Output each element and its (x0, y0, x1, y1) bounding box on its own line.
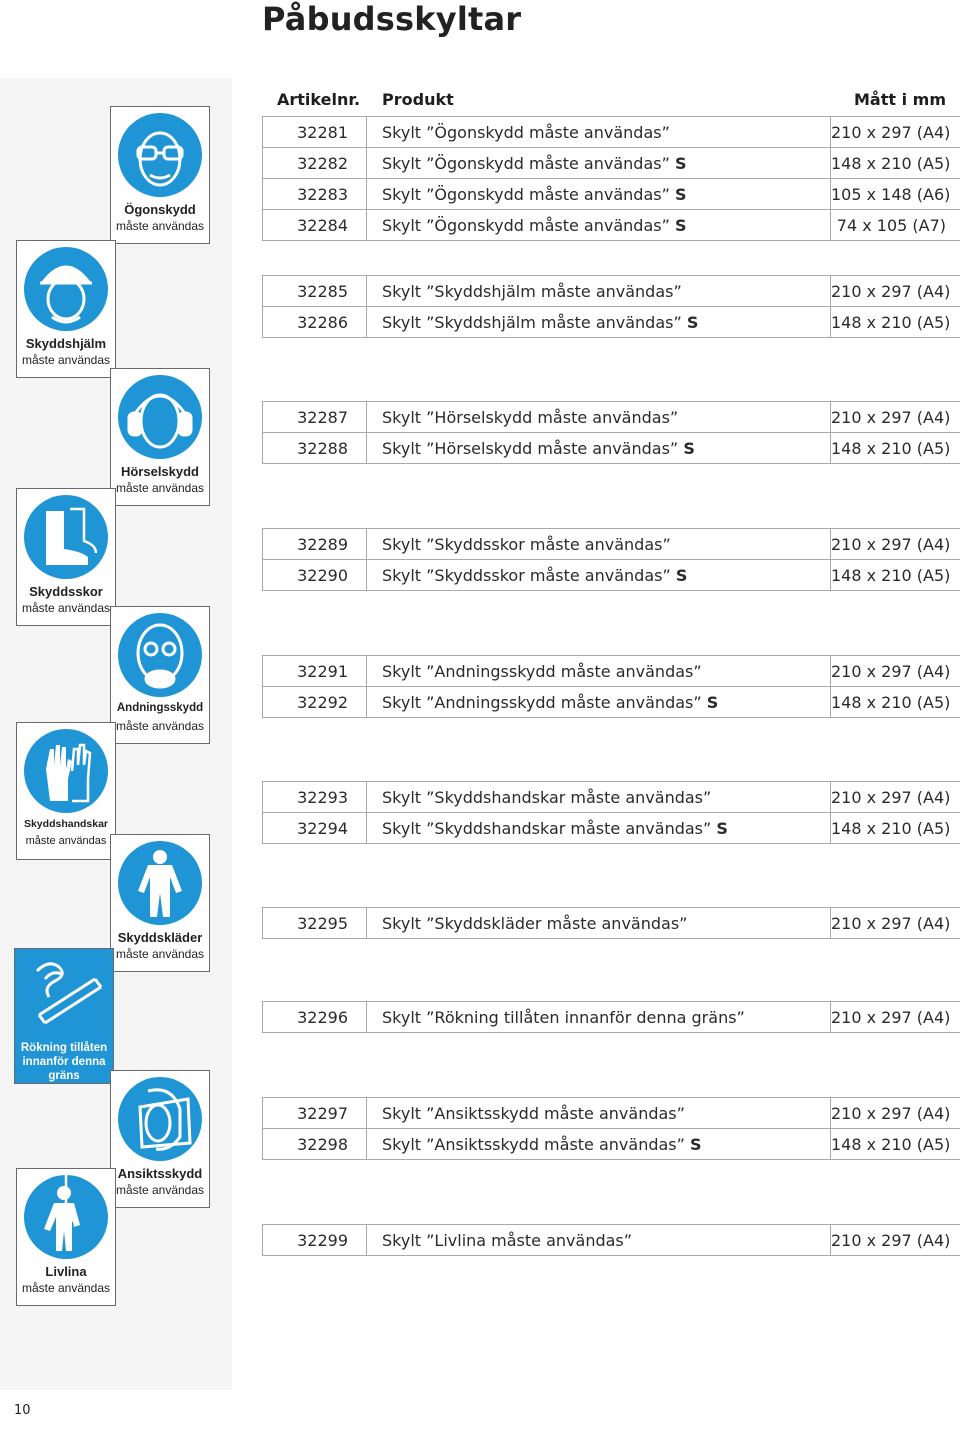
article-number: 32286 (263, 307, 367, 338)
product-table-helmet (262, 275, 960, 338)
table-row (263, 1098, 960, 1129)
sign-subtitle: måste användas (115, 947, 205, 961)
cigarette-icon (19, 953, 109, 1033)
product-name (367, 117, 831, 148)
size-variant-marker: S (686, 312, 699, 332)
article-number: 32281 (263, 117, 367, 148)
sign-eye-protection (110, 106, 210, 244)
table-row (263, 908, 960, 939)
dimensions: 148 x 210 (A5) (831, 560, 960, 591)
sign-title: Skyddsskor (29, 584, 103, 599)
article-number: 32295 (263, 908, 367, 939)
article-number: 32284 (263, 210, 367, 241)
sign-title: Skyddshandskar (23, 818, 109, 830)
product-name-text: Skylt ”Skyddshjälm måste användas” (382, 312, 682, 332)
sign-subtitle: måste användas (25, 835, 107, 847)
product-table-breath (262, 655, 960, 718)
size-variant-marker: S (716, 818, 728, 838)
sign-subtitle: måste användas (21, 1281, 111, 1295)
coverall-icon (118, 841, 202, 925)
product-name (367, 1098, 831, 1129)
table-row (263, 433, 960, 464)
product-name-text: Skylt ”Rökning tillåten innanför denna gräns” (382, 1007, 745, 1027)
size-variant-marker: S (690, 1134, 702, 1154)
sign-ear-protection (110, 368, 210, 506)
article-number: 32298 (263, 1129, 367, 1160)
table-row (263, 1225, 960, 1256)
sign-title: Skyddshjälm (25, 336, 107, 351)
table-row (263, 148, 960, 179)
product-name (367, 687, 831, 718)
article-number: 32296 (263, 1002, 367, 1033)
dimensions: 210 x 297 (A4) (831, 1002, 960, 1033)
page-number: 10 (14, 1403, 31, 1418)
table-row (263, 687, 960, 718)
dimensions: 210 x 297 (A4) (831, 117, 960, 148)
product-name (367, 276, 831, 307)
dimensions: 148 x 210 (A5) (831, 307, 960, 338)
page-title: Påbudsskyltar (262, 0, 522, 38)
sign-subtitle: måste användas (115, 1183, 205, 1197)
dimensions: 210 x 297 (A4) (831, 1098, 960, 1129)
helmet-icon (24, 247, 108, 331)
dimensions: 210 x 297 (A4) (831, 908, 960, 939)
table-row (263, 782, 960, 813)
dimensions: 210 x 297 (A4) (831, 1225, 960, 1256)
sign-smoking-allowed (14, 948, 114, 1084)
safety-shoe-icon (24, 495, 108, 579)
product-name (367, 560, 831, 591)
table-row (263, 1129, 960, 1160)
table-row (263, 210, 960, 241)
article-number: 32282 (263, 148, 367, 179)
size-variant-marker: S (675, 565, 688, 585)
product-name-text: Skylt ”Ögonskydd måste användas” (382, 153, 670, 173)
article-number: 32288 (263, 433, 367, 464)
product-table-smoking (262, 1001, 960, 1033)
table-row (263, 813, 960, 844)
product-name (367, 179, 831, 210)
dimensions: 210 x 297 (A4) (831, 656, 960, 687)
table-row (263, 656, 960, 687)
sign-title: Andningsskydd (116, 702, 204, 714)
article-number: 32294 (263, 813, 367, 844)
dimensions: 148 x 210 (A5) (831, 813, 960, 844)
table-row (263, 402, 960, 433)
article-number: 32292 (263, 687, 367, 718)
product-name (367, 307, 831, 338)
table-row (263, 117, 960, 148)
dimensions: 210 x 297 (A4) (831, 276, 960, 307)
product-name (367, 148, 831, 179)
product-name-text: Skylt ”Skyddsskor måste användas” (382, 534, 671, 554)
smoking-sign-text: Rökning tillåten innanför denna gräns (20, 1042, 108, 1082)
size-variant-marker: S (706, 692, 719, 712)
column-header-article: Artikelnr. (277, 90, 361, 109)
product-name-text: Skylt ”Hörselskydd måste användas” (382, 407, 679, 427)
product-table-clothes (262, 907, 960, 939)
product-name-text: Skylt ”Skyddskläder måste användas” (382, 913, 688, 933)
table-row (263, 1002, 960, 1033)
product-name-text: Skylt ”Skyddshandskar måste användas” (382, 787, 712, 807)
sign-safety-shoes (16, 488, 116, 626)
product-name (367, 1129, 831, 1160)
dimensions: 148 x 210 (A5) (831, 433, 960, 464)
column-header-size: Mått i mm (854, 90, 946, 109)
size-variant-marker: S (674, 153, 687, 173)
table-row (263, 560, 960, 591)
product-name (367, 1225, 831, 1256)
eye-protection-icon (118, 113, 202, 197)
article-number: 32291 (263, 656, 367, 687)
dimensions: 210 x 297 (A4) (831, 529, 960, 560)
size-variant-marker: S (683, 438, 695, 458)
product-name (367, 908, 831, 939)
gloves-icon (24, 729, 108, 813)
size-variant-marker: S (674, 184, 687, 204)
product-name-text: Skylt ”Andningsskydd måste användas” (382, 692, 702, 712)
product-name-text: Skylt ”Skyddshandskar måste användas” (382, 818, 712, 838)
sign-lifeline (16, 1168, 116, 1306)
product-name-text: Skylt ”Ansiktsskydd måste användas” (382, 1103, 685, 1123)
column-header-product: Produkt (382, 90, 454, 109)
sign-subtitle: måste användas (115, 481, 205, 495)
sign-title: Hörselskydd (120, 464, 200, 479)
product-name (367, 529, 831, 560)
ear-protection-icon (118, 375, 202, 459)
article-number: 32283 (263, 179, 367, 210)
article-number: 32289 (263, 529, 367, 560)
table-row (263, 276, 960, 307)
product-table-ear (262, 401, 960, 464)
product-name (367, 782, 831, 813)
sign-protective-gloves (16, 722, 116, 860)
table-row (263, 529, 960, 560)
product-name (367, 1002, 831, 1033)
product-table-shoe (262, 528, 960, 591)
product-name (367, 433, 831, 464)
sign-helmet (16, 240, 116, 378)
sign-subtitle: måste användas (21, 353, 111, 367)
lifeline-harness-icon (24, 1175, 108, 1259)
sign-title: Ögonskydd (124, 202, 196, 217)
sign-title: Ansiktsskydd (117, 1166, 203, 1181)
product-name (367, 402, 831, 433)
dimensions: 210 x 297 (A4) (831, 402, 960, 433)
sign-subtitle: måste användas (115, 219, 205, 233)
product-name-text: Skylt ”Skyddshjälm måste användas” (382, 281, 682, 301)
product-name-text: Skylt ”Skyddsskor måste användas” (382, 565, 671, 585)
product-name (367, 656, 831, 687)
dimensions: 210 x 297 (A4) (831, 782, 960, 813)
product-name (367, 210, 831, 241)
sign-subtitle: måste användas (21, 601, 111, 615)
product-table-eye (262, 116, 960, 241)
product-name (367, 813, 831, 844)
article-number: 32293 (263, 782, 367, 813)
dimensions: 148 x 210 (A5) (831, 1129, 960, 1160)
product-table-face (262, 1097, 960, 1160)
product-name-text: Skylt ”Hörselskydd måste användas” (382, 438, 679, 458)
sign-title: Skyddskläder (117, 930, 203, 945)
product-table-glove (262, 781, 960, 844)
face-shield-icon (118, 1077, 202, 1161)
sign-respiratory-protection (110, 606, 210, 744)
sign-face-protection (110, 1070, 210, 1208)
product-name-text: Skylt ”Andningsskydd måste användas” (382, 661, 702, 681)
article-number: 32285 (263, 276, 367, 307)
product-table-lifeline (262, 1224, 960, 1256)
respirator-icon (118, 613, 202, 697)
dimensions: 148 x 210 (A5) (831, 687, 960, 718)
size-variant-marker: S (674, 215, 687, 235)
sign-title: Livlina (45, 1264, 87, 1279)
sign-protective-clothing (110, 834, 210, 972)
dimensions: 74 x 105 (A7) (831, 210, 960, 241)
product-name-text: Skylt ”Ögonskydd måste användas” (382, 184, 670, 204)
product-name-text: Skylt ”Ögonskydd måste användas” (382, 215, 670, 235)
product-name-text: Skylt ”Ögonskydd måste användas” (382, 122, 670, 142)
dimensions: 148 x 210 (A5) (831, 148, 960, 179)
article-number: 32290 (263, 560, 367, 591)
sign-subtitle: måste användas (115, 719, 205, 733)
article-number: 32287 (263, 402, 367, 433)
article-number: 32297 (263, 1098, 367, 1129)
product-name-text: Skylt ”Ansiktsskydd måste användas” (382, 1134, 685, 1154)
product-name-text: Skylt ”Livlina måste användas” (382, 1230, 633, 1250)
dimensions: 105 x 148 (A6) (831, 179, 960, 210)
table-row (263, 307, 960, 338)
article-number: 32299 (263, 1225, 367, 1256)
table-row (263, 179, 960, 210)
